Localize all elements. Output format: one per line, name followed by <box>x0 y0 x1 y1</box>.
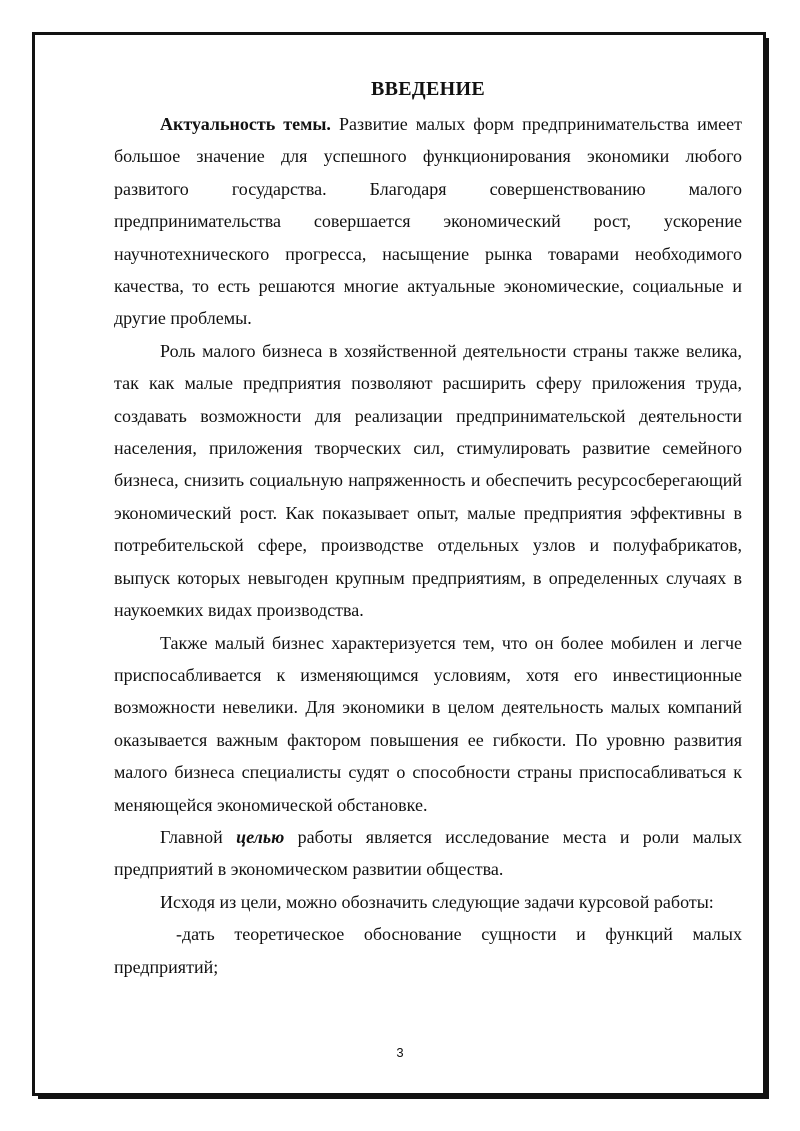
goal-before: Главной <box>160 826 237 847</box>
paragraph-relevance <box>114 108 742 335</box>
page-number: 3 <box>396 1045 404 1060</box>
relevance-lead: Актуальность темы. <box>160 114 331 134</box>
paragraph-goal <box>114 821 742 886</box>
relevance-text: Развитие малых форм предпринимательства имеет большое значение для успешного функционирования экономики любого развитого государства. Благодаря совершенствованию малого предпринимательства совершается экономический рост, ускорение научнотехнического прогресса, насыщение рынка товарами необходимого качества, то есть решаются многие актуальные экономические, социальные и другие проблемы. <box>114 114 742 329</box>
goal-emphasis: целью <box>236 826 285 847</box>
paragraph-tasks: Исходя из цели, можно обозначить следующие задачи курсовой работы: <box>160 891 714 912</box>
page-title: ВВЕДЕНИЕ <box>371 78 485 100</box>
task-item: -дать теоретическое обоснование сущности и функций малых предприятий; <box>114 924 742 977</box>
document-body <box>114 74 742 983</box>
paragraph-role: Роль малого бизнеса в хозяйственной деятельности страны также велика, так как малые предприятия позволяют расширить сферу приложения труда, создавать возможности для реализации предпринимательской деятельности населения, приложения творческих сил, стимулировать развитие семейного бизнеса, снизить социальную напряженность и обеспечить ресурсосберегающий экономический рост. Как показывает опыт, малые предприятия эффективны в потребительской сфере, производстве отдельных узлов и полуфабрикатов, выпуск которых невыгоден крупным предприятиям, в определенных случаях в наукоемких видах производства. <box>114 340 742 621</box>
paragraph-flexibility: Также малый бизнес характеризуется тем, что он более мобилен и легче приспосабливается к изменяющимся условиям, хотя его инвестиционные возможности невелики. Для экономики в целом деятельность малых компаний оказывается важным фактором повышения ее гибкости. По уровню развития малого бизнеса специалисты судят о способности страны приспосабливаться к меняющейся экономической обстановке. <box>114 632 742 815</box>
goal-after: работы является исследование места и роли малых предприятий в экономическом развитии общества. <box>114 826 742 880</box>
